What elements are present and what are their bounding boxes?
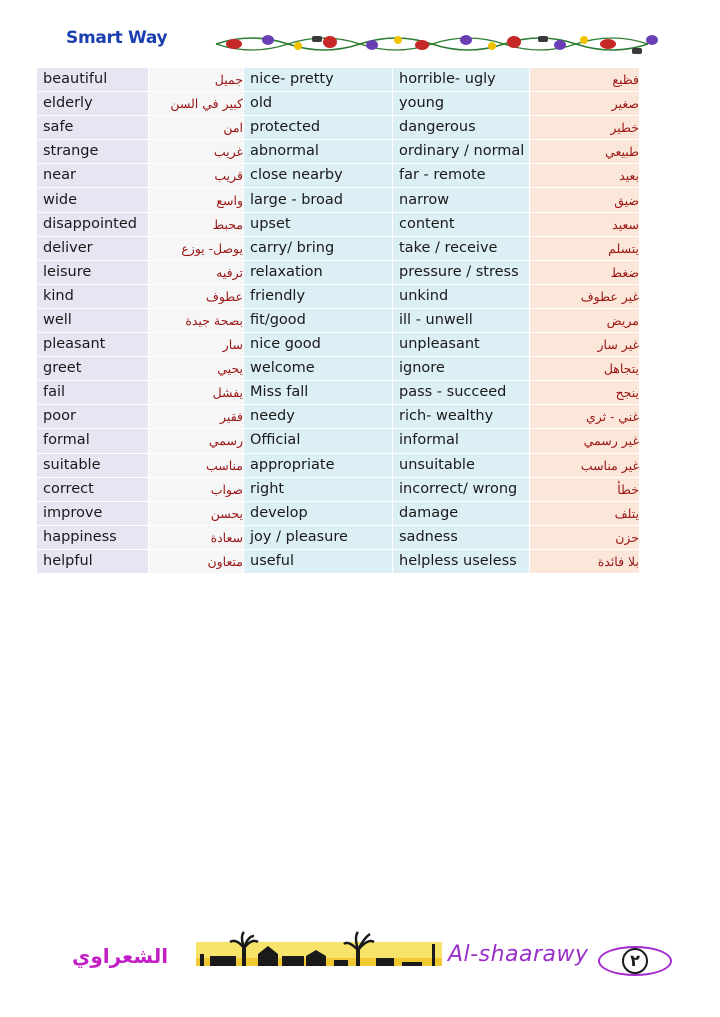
table-row [37,260,640,284]
cell-word-meaning-ar: يفشل [149,381,244,405]
cell-word: formal [37,429,149,453]
cell-word-meaning-ar: يوصل- يوزع [149,236,244,260]
village-scene-icon [196,928,442,972]
cell-word: near [37,164,149,188]
cell-word-meaning-ar: غريب [149,140,244,164]
cell-antonym: incorrect/ wrong [393,477,530,501]
signature-text: Al-shaarawy [448,942,589,967]
cell-synonym: close nearby [244,164,393,188]
cell-word-meaning-ar: قريب [149,164,244,188]
cell-synonym: Miss fall [244,381,393,405]
cell-synonym: appropriate [244,453,393,477]
table-row [37,381,640,405]
cell-synonym: joy / pleasure [244,525,393,549]
cell-antonym: helpless useless [393,549,530,573]
cell-word: fail [37,381,149,405]
cell-synonym: relaxation [244,260,393,284]
cell-antonym: horrible- ugly [393,68,530,92]
page-number: ٢ [622,948,648,974]
table-row [37,429,640,453]
table-row [37,188,640,212]
cell-word: correct [37,477,149,501]
cell-antonym-meaning-ar: بعيد [530,164,640,188]
cell-word: elderly [37,92,149,116]
cell-word: pleasant [37,333,149,357]
cell-antonym: dangerous [393,116,530,140]
cell-synonym: abnormal [244,140,393,164]
cell-synonym: large - broad [244,188,393,212]
cell-antonym-meaning-ar: سعيد [530,212,640,236]
cell-word-meaning-ar: واسع [149,188,244,212]
cell-word-meaning-ar: ترفيه [149,260,244,284]
cell-synonym: protected [244,116,393,140]
cell-antonym: ill - unwell [393,308,530,332]
cell-word: well [37,308,149,332]
cell-synonym: friendly [244,284,393,308]
cell-antonym-meaning-ar: يتجاهل [530,357,640,381]
cell-word: happiness [37,525,149,549]
cell-antonym: ignore [393,357,530,381]
cell-synonym: old [244,92,393,116]
cell-synonym: useful [244,549,393,573]
cell-antonym-meaning-ar: يتسلم [530,236,640,260]
cell-word: improve [37,501,149,525]
table-row [37,308,640,332]
table-row [37,549,640,573]
table-row [37,405,640,429]
cell-word-meaning-ar: فقير [149,405,244,429]
footer-arabic-name: الشعراوي [72,944,169,968]
cell-antonym: content [393,212,530,236]
table-row [37,212,640,236]
cell-word-meaning-ar: يحيي [149,357,244,381]
cell-antonym: damage [393,501,530,525]
vocabulary-table [37,68,640,574]
cell-antonym: unkind [393,284,530,308]
brand-title: Smart Way [66,28,168,48]
table-row [37,477,640,501]
cell-word: deliver [37,236,149,260]
cell-antonym: rich- wealthy [393,405,530,429]
cell-antonym: unpleasant [393,333,530,357]
cell-synonym: needy [244,405,393,429]
table-row [37,525,640,549]
cell-word-meaning-ar: متعاون [149,549,244,573]
cell-synonym: carry/ bring [244,236,393,260]
cell-synonym: Official [244,429,393,453]
table-row [37,501,640,525]
cell-antonym: unsuitable [393,453,530,477]
cell-antonym-meaning-ar: غني - ثري [530,405,640,429]
cell-word: strange [37,140,149,164]
cell-word: greet [37,357,149,381]
cell-word-meaning-ar: جميل [149,68,244,92]
cell-word-meaning-ar: امن [149,116,244,140]
cell-antonym-meaning-ar: بلا فائدة [530,549,640,573]
cell-synonym: nice- pretty [244,68,393,92]
cell-word-meaning-ar: بصحة جيدة [149,308,244,332]
cell-antonym: pass - succeed [393,381,530,405]
table-row [37,92,640,116]
cell-antonym: young [393,92,530,116]
page-number-badge [598,946,672,976]
cell-word: safe [37,116,149,140]
table-row [37,164,640,188]
cell-antonym-meaning-ar: ضغط [530,260,640,284]
cell-synonym: upset [244,212,393,236]
cell-antonym-meaning-ar: طبيعي [530,140,640,164]
cell-word-meaning-ar: رسمي [149,429,244,453]
table-row [37,333,640,357]
cell-word: suitable [37,453,149,477]
cell-antonym: take / receive [393,236,530,260]
cell-antonym: ordinary / normal [393,140,530,164]
cell-antonym-meaning-ar: خطأ [530,477,640,501]
floral-border-icon [212,30,668,58]
cell-antonym-meaning-ar: غير عطوف [530,284,640,308]
cell-antonym: pressure / stress [393,260,530,284]
cell-synonym: develop [244,501,393,525]
cell-word: disappointed [37,212,149,236]
cell-word-meaning-ar: كبير في السن [149,92,244,116]
cell-word-meaning-ar: عطوف [149,284,244,308]
table-row [37,140,640,164]
cell-antonym-meaning-ar: غير مناسب [530,453,640,477]
cell-word: beautiful [37,68,149,92]
table-row [37,284,640,308]
cell-word-meaning-ar: سعادة [149,525,244,549]
cell-antonym-meaning-ar: غير سار [530,333,640,357]
cell-word-meaning-ar: سار [149,333,244,357]
cell-antonym: narrow [393,188,530,212]
cell-synonym: welcome [244,357,393,381]
cell-word: leisure [37,260,149,284]
cell-antonym-meaning-ar: خطير [530,116,640,140]
cell-antonym-meaning-ar: ينجح [530,381,640,405]
cell-antonym-meaning-ar: غير رسمي [530,429,640,453]
cell-word: poor [37,405,149,429]
cell-antonym: informal [393,429,530,453]
table-row [37,453,640,477]
table-row [37,116,640,140]
cell-antonym-meaning-ar: ضيق [530,188,640,212]
cell-synonym: fit/good [244,308,393,332]
cell-antonym-meaning-ar: يتلف [530,501,640,525]
cell-antonym-meaning-ar: حزن [530,525,640,549]
table-row [37,357,640,381]
cell-word: wide [37,188,149,212]
cell-word: helpful [37,549,149,573]
cell-word: kind [37,284,149,308]
table-row [37,236,640,260]
cell-synonym: right [244,477,393,501]
cell-antonym-meaning-ar: صغير [530,92,640,116]
cell-word-meaning-ar: صواب [149,477,244,501]
cell-antonym: sadness [393,525,530,549]
cell-antonym-meaning-ar: مريض [530,308,640,332]
cell-word-meaning-ar: يحسن [149,501,244,525]
cell-word-meaning-ar: مناسب [149,453,244,477]
cell-antonym-meaning-ar: فظيع [530,68,640,92]
cell-word-meaning-ar: محبط [149,212,244,236]
cell-antonym: far - remote [393,164,530,188]
table-row [37,68,640,92]
cell-synonym: nice good [244,333,393,357]
